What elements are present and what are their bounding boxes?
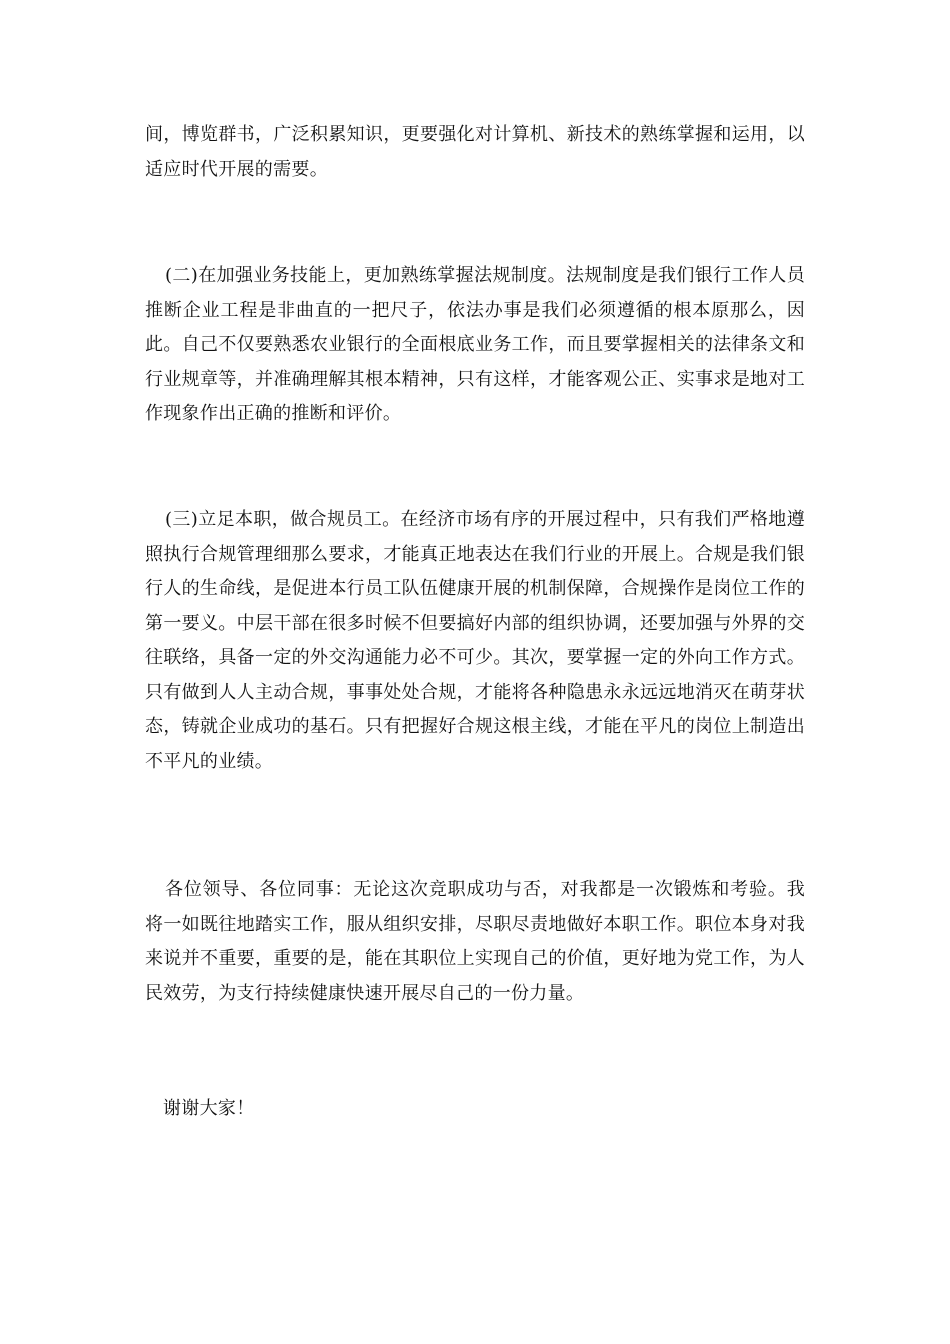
- paragraph-section-three: (三)立足本职，做合规员工。在经济市场有序的开展过程中，只有我们严格地遵照执行合规管理细那么要求，才能真正地表达在我们行业的开展上。合规是我们银行人的生命线，是促进本行员工队伍健康开展的机制保障，合规操作是岗位工作的第一要义。中层干部在很多时候不但要搞好内部的组织协调，还要加强与外界的交往联络，具备一定的外交沟通能力必不可少。其次，要掌握一定的外向工作方式。只有做到人人主动合规，事事处处合规，才能将各种隐患永永远远地消灭在萌芽状态，铸就企业成功的基石。只有把握好合规这根主线，才能在平凡的岗位上制造出不平凡的业绩。: [145, 509, 805, 772]
- paragraph-closing-remarks: 各位领导、各位同事：无论这次竞职成功与否，对我都是一次锻炼和考验。我将一如既往地踏实工作，服从组织安排，尽职尽责地做好本职工作。职位本身对我来说并不重要，重要的是，能在其职位上实现自己的价值，更好地为党工作，为人民效劳，为支行持续健康快速开展尽自己的一份力量。: [145, 879, 805, 1004]
- paragraph-continuation: 间，博览群书，广泛积累知识，更要强化对计算机、新技术的熟练掌握和运用，以适应时代开展的需要。: [145, 124, 805, 180]
- paragraph-section-two: (二)在加强业务技能上，更加熟练掌握法规制度。法规制度是我们银行工作人员推断企业工程是非曲直的一把尺子，依法办事是我们必须遵循的根本原那么，因此。自己不仅要熟悉农业银行的全面根底业务工作，而且要掌握相关的法律条文和行业规章等，并准确理解其根本精神，只有这样，才能客观公正、实事求是地对工作现象作出正确的推断和评价。: [145, 265, 805, 424]
- paragraph-thanks: 谢谢大家！: [163, 1098, 255, 1119]
